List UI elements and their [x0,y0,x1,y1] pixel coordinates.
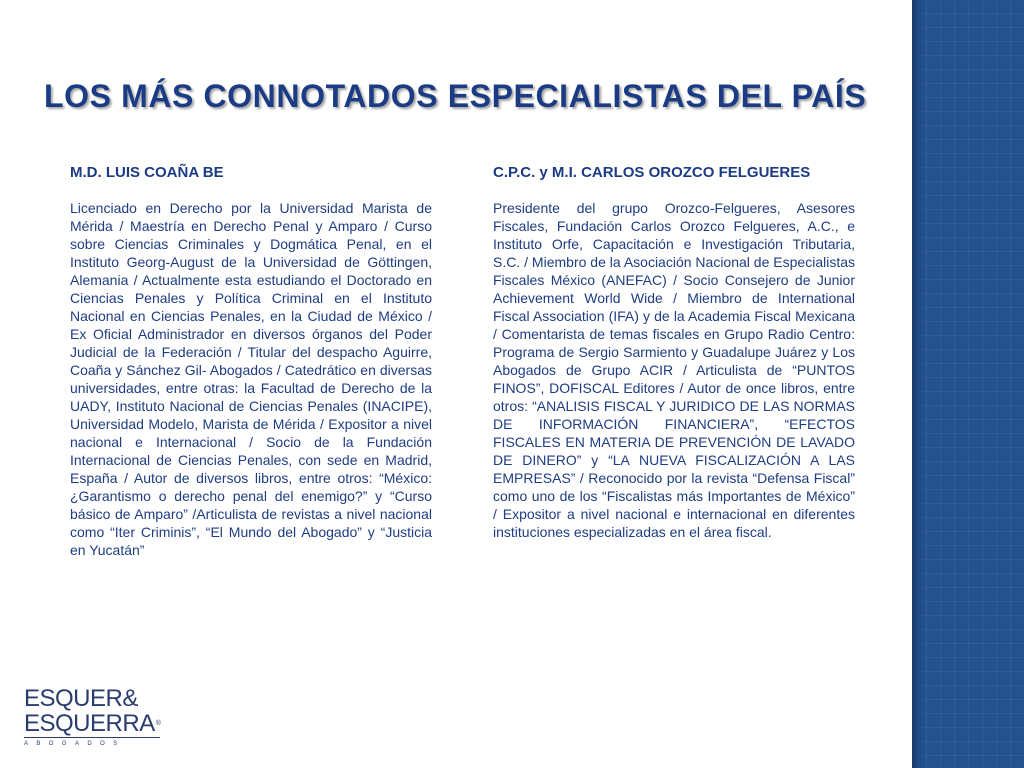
specialist-card-right [493,164,855,541]
logo-subtitle: ABOGADOS [24,741,126,747]
page-title: LOS MÁS CONNOTADOS ESPECIALISTAS DEL PAÍS [44,78,867,114]
specialist-bio-right: Presidente del grupo Orozco-Felgueres, Asesores Fiscales, Fundación Carlos Orozco Felgueres, A.C., e Instituto Orfe, Capacitación e Investigación Tributaria, S.C. / Miembro de la Asociación Nacional de Especialistas Fiscales México (ANEFAC) / Socio Consejero de Junior Achievement World Wide / Miembro de International Fiscal Association (IFA) y de la Academia Fiscal Mexicana / Comentarista de temas fiscales en Grupo Radio Centro: Programa de Sergio Sarmiento y Guadalupe Juárez y Los Abogados de Grupo ACIR / Articulista de “PUNTOS FINOS”, DOFISCAL Editores / Autor de once libros, entre otros: “ANALISIS FISCAL Y JURIDICO DE LAS NORMAS DE INFORMACIÓN FINANCIERA”, “EFECTOS FISCALES EN MATERIA DE PREVENCIÓN DE LAVADO DE DINERO” y “LA NUEVA FISCALIZACIÓN A LAS EMPRESAS” / Reconocido por la revista “Defensa Fiscal” como uno de los “Fiscalistas más Importantes de México” / Expositor a nivel nacional e internacional en diferentes instituciones especializadas en el área fiscal. [493,200,855,540]
company-logo [24,686,164,746]
specialist-name-left: M.D. LUIS COAÑA BE [70,164,224,181]
logo-line2 [24,712,160,738]
specialist-name-right: C.P.C. y M.I. CARLOS OROZCO FELGUERES [493,164,811,181]
logo-line1: ESQUER& [24,685,138,712]
decorative-side-band [912,0,1024,768]
specialist-card-left [70,164,432,559]
specialist-bio-left: Licenciado en Derecho por la Universidad Marista de Mérida / Maestría en Derecho Penal y Amparo / Curso sobre Ciencias Criminales y Dogmática Penal, en el Instituto Georg-August de la Universidad de Göttingen, Alemania / Actualmente esta estudiando el Doctorado en Ciencias Penales y Política Criminal en el Instituto Nacional en Ciencias Penales, en la Ciudad de México / Ex Oficial Administrador en diversos órganos del Poder Judicial de la Federación / Titular del despacho Aguirre, Coaña y Sánchez Gil- Abogados / Catedrático en diversas universidades, entre otras: la Facultad de Derecho de la UADY, Instituto Nacional de Ciencias Penales (INACIPE), Universidad Modelo, Marista de Mérida / Expositor a nivel nacional e Internacional / Socio de la Fundación Internacional de Ciencias Penales, con sede en Madrid, España / Autor de diversos libros, entre otros: “México: ¿Garantismo o derecho penal del enemigo?” y “Curso básico de Amparo” /Articulista de revistas a nivel nacional como “Iter Criminis”, “El Mundo del Abogado” y “Justicia en Yucatán” [70,200,432,558]
logo-registered-mark: ® [155,720,161,727]
logo-line2-text: ESQUERRA [24,710,155,737]
